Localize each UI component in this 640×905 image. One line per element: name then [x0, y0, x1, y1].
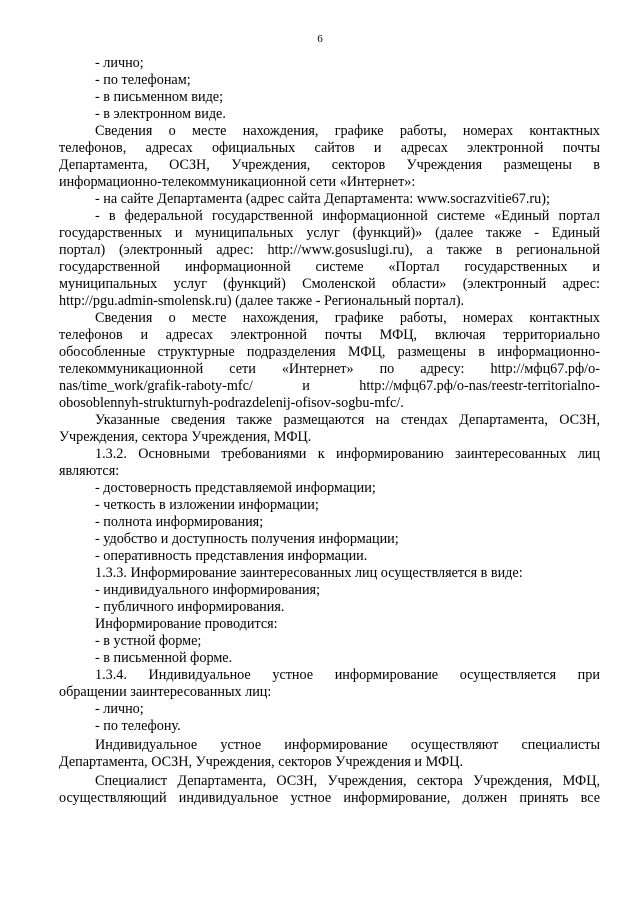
- list-item: - в письменном виде;: [95, 89, 224, 105]
- list-item: - достоверность представляемой информации;: [95, 480, 376, 496]
- page-number: 6: [317, 33, 323, 45]
- paragraph-line: [59, 361, 600, 378]
- word: сети: [229, 361, 256, 377]
- paragraph-line: информационно-телекоммуникационной сети «Интернет»:: [59, 174, 416, 190]
- word: специалисты: [521, 737, 600, 753]
- document-body: [59, 55, 600, 807]
- url-text: http://мфц67.рф/о-nas/reestr-territorialno-: [359, 378, 600, 394]
- paragraph-line: осуществляющий индивидуальное устное информирование, должен принять все: [59, 790, 600, 806]
- paragraph-line: государственных и муниципальных услуг (функций)» (далее также - Единый: [59, 225, 600, 241]
- list-item: - лично;: [95, 55, 144, 71]
- paragraph-line: obosoblennyh-strukturnyh-podrazdelenij-ofisov-sogbu-mfc/.: [59, 395, 404, 411]
- word: осуществляют: [410, 737, 499, 753]
- word: «Интернет»: [281, 361, 354, 377]
- paragraph-line: Специалист Департамента, ОСЗН, Учреждения, сектора Учреждения, МФЦ,: [95, 773, 600, 789]
- word: Индивидуальное: [148, 667, 251, 683]
- list-item: - в письменной форме.: [95, 650, 233, 666]
- list-item: - публичного информирования.: [95, 599, 285, 615]
- list-item: - полнота информирования;: [95, 514, 264, 530]
- paragraph-line: Указанные сведения также размещаются на стендах Департамента, ОСЗН,: [95, 412, 600, 428]
- word: устное: [220, 737, 262, 753]
- word: телекоммуникационной: [59, 361, 204, 377]
- paragraph-line: Сведения о месте нахождения, графике работы, номерах контактных: [95, 123, 600, 139]
- word: при: [577, 667, 600, 683]
- paragraph-line: муниципальных услуг (функций) Смоленской области» (электронный адрес:: [59, 276, 600, 292]
- word: адресу:: [420, 361, 465, 377]
- word: по: [379, 361, 395, 377]
- paragraph-line: Департамента, ОСЗН, Учреждения, секторов Учреждения и МФЦ.: [59, 754, 463, 770]
- list-item: - индивидуального информирования;: [95, 582, 321, 598]
- url-text: http://мфц67.рф/о-: [490, 361, 600, 377]
- paragraph-line: телефонов, адресах официальных сайтов и адресах электронной почты: [59, 140, 600, 156]
- paragraph-line: государственной информационной системе «Портал государственных и: [59, 259, 600, 275]
- list-item: - по телефонам;: [95, 72, 191, 88]
- paragraph-line: http://pgu.admin-smolensk.ru) (далее также - Региональный портал).: [59, 293, 465, 309]
- list-item: - в электронном виде.: [95, 106, 226, 122]
- paragraph-line: Информирование проводится:: [95, 616, 278, 632]
- list-item: - в устной форме;: [95, 633, 202, 649]
- list-item: - на сайте Департамента (адрес сайта Департамента: www.socrazvitie67.ru);: [95, 191, 550, 207]
- section-number: 1.3.4.: [95, 667, 127, 683]
- word: и: [302, 378, 310, 394]
- paragraph-line: Департамента, ОСЗН, Учреждения, секторов Учреждения размещены в: [59, 157, 600, 173]
- paragraph-line: 1.3.3. Информирование заинтересованных лиц осуществляется в виде:: [95, 565, 523, 581]
- list-item: - по телефону.: [95, 718, 181, 734]
- paragraph-line: обращении заинтересованных лиц:: [59, 684, 272, 700]
- paragraph-line: - в федеральной государственной информационной системе «Единый портал: [95, 208, 600, 224]
- word: Индивидуальное: [95, 737, 198, 753]
- paragraph-line: обособленные структурные подразделения МФЦ, размещены в информационно-: [59, 344, 600, 360]
- word: осуществляется: [459, 667, 557, 683]
- list-item: - удобство и доступность получения информации;: [95, 531, 399, 547]
- paragraph-line: 1.3.2. Основными требованиями к информированию заинтересованных лиц: [95, 446, 600, 462]
- paragraph-line: телефонов и адресах электронной почты МФЦ, включая территориально: [59, 327, 600, 343]
- paragraph-line: Сведения о месте нахождения, графике работы, номерах контактных: [95, 310, 600, 326]
- word: устное: [272, 667, 314, 683]
- list-item: - оперативность представления информации.: [95, 548, 368, 564]
- paragraph-line: портал) (электронный адрес: http://www.gosuslugi.ru), а также в региональной: [59, 242, 600, 258]
- list-item: - лично;: [95, 701, 144, 717]
- url-text: nas/time_work/grafik-raboty-mfc/: [59, 378, 253, 394]
- paragraph-line: [59, 378, 600, 395]
- list-item: - четкость в изложении информации;: [95, 497, 319, 513]
- word: информирование: [334, 667, 439, 683]
- paragraph-line: являются:: [59, 463, 120, 479]
- word: информирование: [284, 737, 388, 753]
- paragraph-line: [59, 737, 600, 754]
- paragraph-line: [59, 667, 600, 684]
- paragraph-line: Учреждения, сектора Учреждения, МФЦ.: [59, 429, 312, 445]
